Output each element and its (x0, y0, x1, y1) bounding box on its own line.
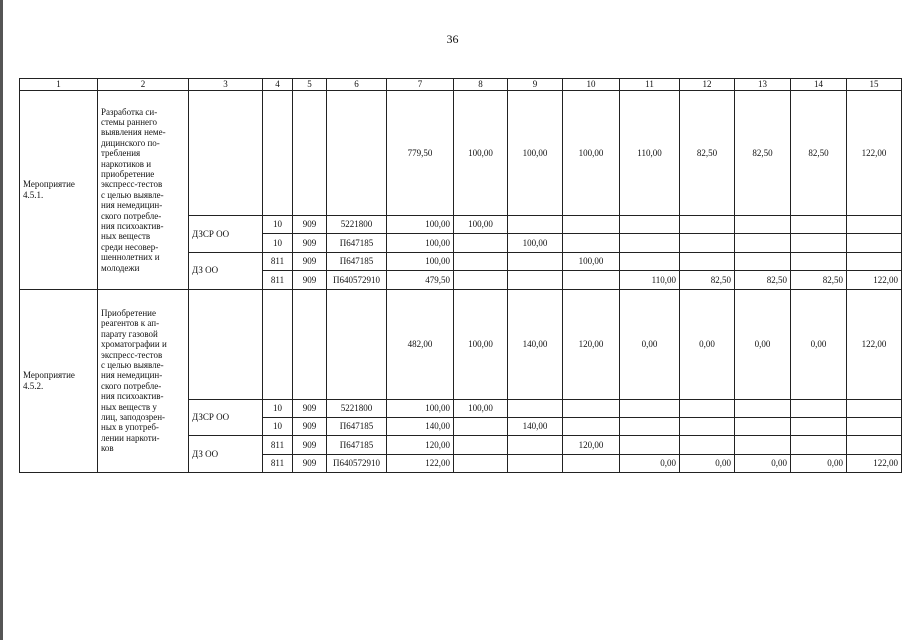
row-value (620, 399, 680, 417)
empty-cell (263, 91, 293, 216)
row-value: 479,50 (387, 271, 454, 289)
column-number: 7 (387, 79, 454, 91)
row-value (563, 417, 620, 435)
row-value: 140,00 (508, 417, 563, 435)
page-number: 36 (446, 32, 459, 46)
row-value (454, 234, 508, 252)
row-value (508, 216, 563, 234)
row-value (508, 436, 563, 454)
code-c5: 909 (293, 417, 327, 435)
code-c4: 10 (263, 417, 293, 435)
code-c6: 5221800 (327, 399, 387, 417)
total-value: 0,00 (620, 289, 680, 399)
code-c4: 811 (263, 454, 293, 472)
empty-cell (293, 289, 327, 399)
total-value: 779,50 (387, 91, 454, 216)
column-number: 1 (20, 79, 98, 91)
row-value: 0,00 (791, 454, 847, 472)
measure-code (20, 289, 98, 473)
total-value: 82,50 (680, 91, 735, 216)
row-value: 100,00 (387, 216, 454, 234)
row-value: 122,00 (847, 454, 902, 472)
total-value: 122,00 (847, 91, 902, 216)
empty-cell (189, 289, 263, 399)
row-value: 82,50 (735, 271, 791, 289)
total-value: 140,00 (508, 289, 563, 399)
row-value: 100,00 (454, 399, 508, 417)
row-value (847, 252, 902, 270)
code-c5: 909 (293, 436, 327, 454)
total-value: 82,50 (735, 91, 791, 216)
row-value: 120,00 (563, 436, 620, 454)
empty-cell (189, 91, 263, 216)
row-value (454, 417, 508, 435)
row-value (508, 271, 563, 289)
measure-code (20, 91, 98, 290)
total-value: 120,00 (563, 289, 620, 399)
row-value (847, 234, 902, 252)
row-value: 110,00 (620, 271, 680, 289)
column-number: 5 (293, 79, 327, 91)
code-c5: 909 (293, 399, 327, 417)
measure-code-text: Мероприятие 4.5.2. (23, 370, 75, 391)
row-value (508, 399, 563, 417)
total-value: 482,00 (387, 289, 454, 399)
row-value (791, 399, 847, 417)
row-value (680, 216, 735, 234)
header-row (20, 79, 902, 91)
column-number: 15 (847, 79, 902, 91)
column-number: 6 (327, 79, 387, 91)
row-value (620, 216, 680, 234)
measure-description (98, 91, 189, 290)
code-c5: 909 (293, 252, 327, 270)
row-value (620, 436, 680, 454)
empty-cell (327, 289, 387, 399)
row-value: 0,00 (620, 454, 680, 472)
measure-row (20, 289, 902, 399)
row-value (791, 417, 847, 435)
row-value: 100,00 (563, 252, 620, 270)
executor-name: ДЗСР ОО (189, 216, 263, 253)
code-c6: П647185 (327, 234, 387, 252)
total-value: 82,50 (791, 91, 847, 216)
row-value (791, 216, 847, 234)
row-value: 120,00 (387, 436, 454, 454)
total-value: 0,00 (791, 289, 847, 399)
column-number: 8 (454, 79, 508, 91)
row-value (454, 271, 508, 289)
row-value: 100,00 (508, 234, 563, 252)
row-value: 82,50 (680, 271, 735, 289)
row-value (735, 399, 791, 417)
budget-table (19, 78, 902, 473)
row-value: 0,00 (735, 454, 791, 472)
code-c5: 909 (293, 271, 327, 289)
code-c5: 909 (293, 234, 327, 252)
code-c6: П647185 (327, 252, 387, 270)
code-c6: 5221800 (327, 216, 387, 234)
column-number: 4 (263, 79, 293, 91)
row-value: 140,00 (387, 417, 454, 435)
row-value (680, 436, 735, 454)
code-c4: 811 (263, 271, 293, 289)
measure-row (20, 91, 902, 216)
code-c4: 10 (263, 234, 293, 252)
row-value: 122,00 (847, 271, 902, 289)
row-value (791, 436, 847, 454)
row-value: 122,00 (387, 454, 454, 472)
row-value (735, 216, 791, 234)
executor-name: ДЗ ОО (189, 252, 263, 289)
row-value: 82,50 (791, 271, 847, 289)
row-value (620, 234, 680, 252)
column-number: 2 (98, 79, 189, 91)
total-value: 110,00 (620, 91, 680, 216)
total-value: 100,00 (454, 91, 508, 216)
row-value: 100,00 (454, 216, 508, 234)
row-value (735, 252, 791, 270)
row-value (454, 436, 508, 454)
row-value (563, 271, 620, 289)
empty-cell (293, 91, 327, 216)
row-value (508, 252, 563, 270)
code-c4: 10 (263, 399, 293, 417)
row-value (563, 399, 620, 417)
row-value (735, 436, 791, 454)
column-number: 13 (735, 79, 791, 91)
column-number: 10 (563, 79, 620, 91)
row-value (563, 234, 620, 252)
total-value: 100,00 (508, 91, 563, 216)
row-value (847, 436, 902, 454)
row-value (680, 399, 735, 417)
total-value: 100,00 (563, 91, 620, 216)
row-value (563, 454, 620, 472)
measure-code-text: Мероприятие 4.5.1. (23, 179, 75, 200)
row-value (847, 399, 902, 417)
total-value: 0,00 (735, 289, 791, 399)
total-value: 100,00 (454, 289, 508, 399)
executor-name: ДЗ ОО (189, 436, 263, 473)
row-value (508, 454, 563, 472)
executor-name: ДЗСР ОО (189, 399, 263, 436)
row-value (847, 417, 902, 435)
code-c4: 811 (263, 436, 293, 454)
row-value: 0,00 (680, 454, 735, 472)
measure-description (98, 289, 189, 473)
row-value (791, 252, 847, 270)
total-value: 122,00 (847, 289, 902, 399)
code-c6: П640572910 (327, 271, 387, 289)
code-c6: П640572910 (327, 454, 387, 472)
row-value (680, 234, 735, 252)
code-c5: 909 (293, 216, 327, 234)
measure-description-text: Разработка си- стемы раннего выявления неме- дицинского по- требления наркотиков и приобретение экспресс-тестов с целью выявле- ния немедицин- ского потребле- ния психоактив- ных веществ среди несовер- шеннолетних и молодежи (101, 106, 166, 273)
row-value: 100,00 (387, 234, 454, 252)
column-number: 11 (620, 79, 680, 91)
row-value (620, 252, 680, 270)
column-number: 9 (508, 79, 563, 91)
empty-cell (263, 289, 293, 399)
row-value (680, 417, 735, 435)
row-value: 100,00 (387, 399, 454, 417)
row-value (454, 454, 508, 472)
code-c6: П647185 (327, 417, 387, 435)
row-value (735, 417, 791, 435)
code-c4: 811 (263, 252, 293, 270)
row-value (563, 216, 620, 234)
row-value (620, 417, 680, 435)
total-value: 0,00 (680, 289, 735, 399)
row-value (454, 252, 508, 270)
row-value (680, 252, 735, 270)
code-c6: П647185 (327, 436, 387, 454)
column-number: 14 (791, 79, 847, 91)
column-number: 3 (189, 79, 263, 91)
measure-description-text: Приобретение реагентов к ап- парату газовой хроматографии и экспресс-тестов с целью выявле- ния немедицин- ского потребле- ния психоактив- ных веществ у лиц, заподозрен- ных в употреб- лении наркоти- ков (101, 308, 167, 454)
column-number: 12 (680, 79, 735, 91)
empty-cell (327, 91, 387, 216)
code-c4: 10 (263, 216, 293, 234)
row-value: 100,00 (387, 252, 454, 270)
row-value (791, 234, 847, 252)
page-edge (0, 0, 3, 640)
row-value (735, 234, 791, 252)
row-value (847, 216, 902, 234)
code-c5: 909 (293, 454, 327, 472)
